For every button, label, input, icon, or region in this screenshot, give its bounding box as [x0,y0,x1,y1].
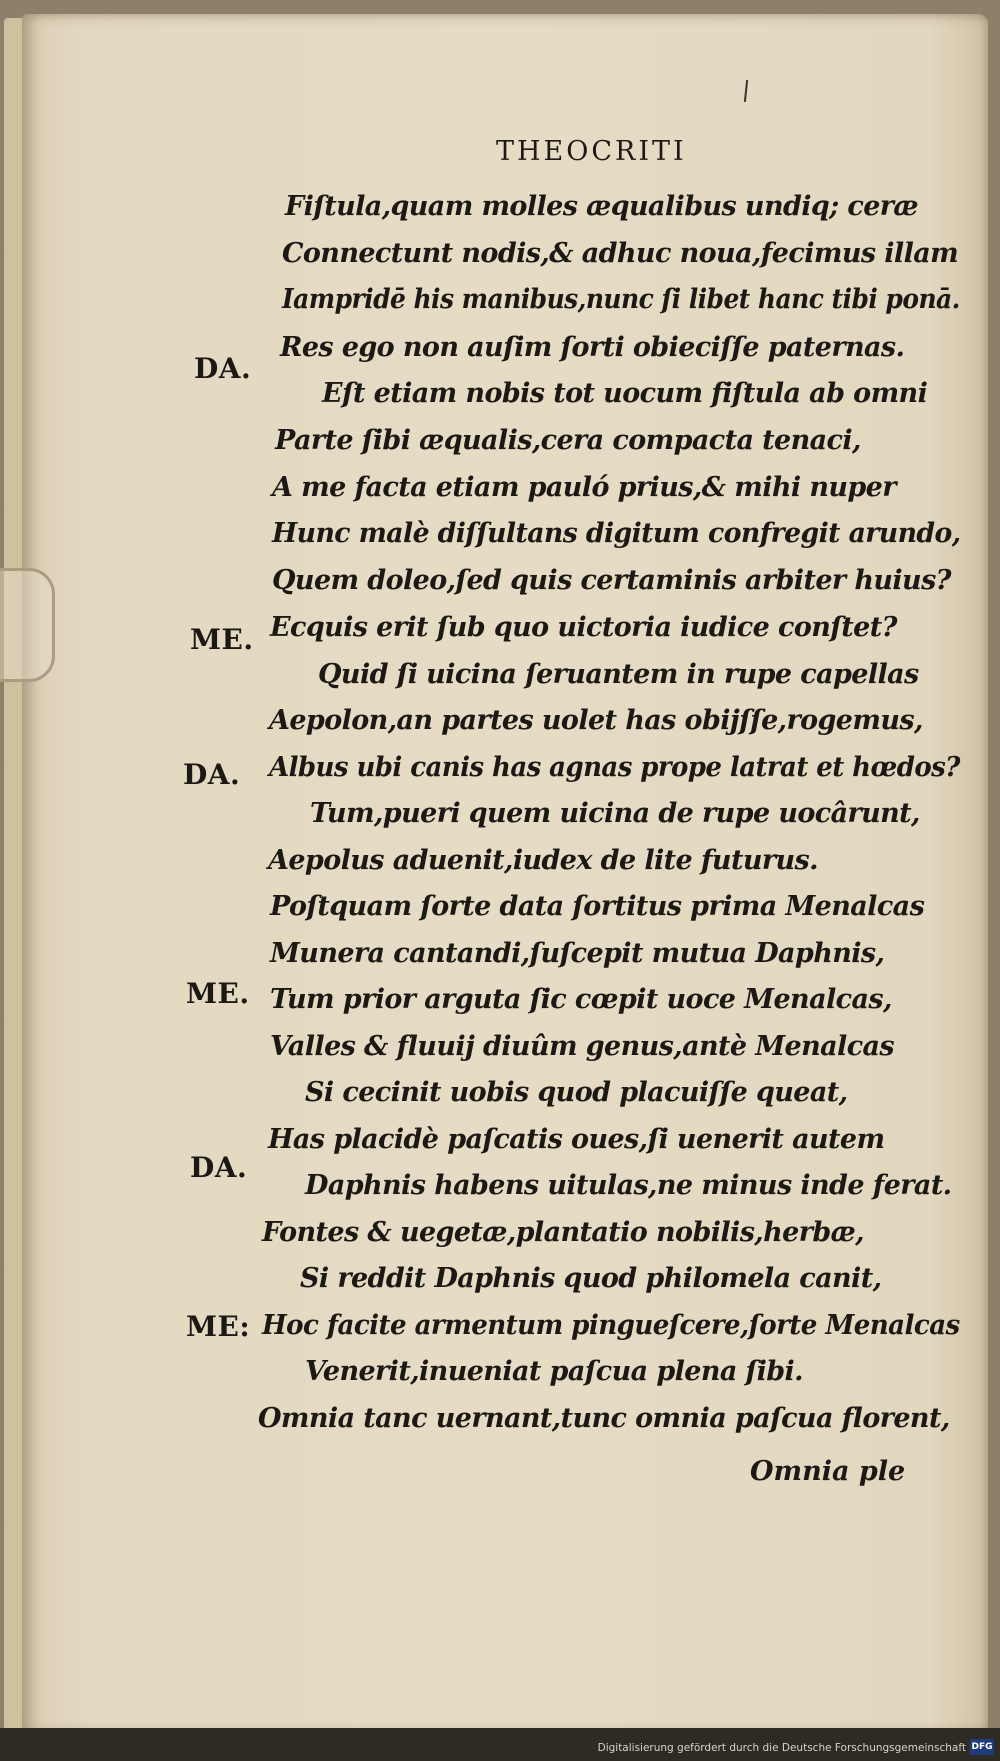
verse-line: Connectunt nodis,& adhuc noua,fecimus illam [282,238,959,269]
verse-line: Iampridē his manibus,nunc ſi libet hanc tibi ponā. [282,284,960,315]
verse-line: Poſtquam ſorte data ſortitus prima Menalcas [270,891,925,922]
verse-line: Aepolon,an partes uolet has obijſſe,rogemus, [269,705,923,736]
speaker-label: ME. [186,977,250,1010]
verse-line: Daphnis habens uitulas,ne minus inde ferat. [305,1170,952,1201]
catchword: Omnia ple [750,1456,906,1487]
verse-line: Parte ſibi æqualis,cera compacta tenaci, [275,425,861,456]
verse-line: Hoc facite armentum pingueſcere,ſorte Menalcas [262,1310,960,1341]
verse-line: Hunc malè diſſultans digitum confregit arundo, [272,518,961,549]
verse-line: Aepolus aduenit,iudex de lite futurus. [268,845,818,876]
verse-line: A me facta etiam pauló prius,& mihi nuper [272,472,896,503]
verse-line: Quid ſi uicina ſeruantem in rupe capellas [318,659,919,690]
verse-line: Tum,pueri quem uicina de rupe uocârunt, [310,798,920,829]
verse-line: Fontes & uegetæ,plantatio nobilis,herbæ, [262,1217,864,1248]
speaker-label: ME. [190,623,254,656]
verse-line: Eſt etiam nobis tot uocum fiſtula ab omni [322,378,928,409]
verse-line: Albus ubi canis has agnas prope latrat et hœdos? [269,752,960,783]
verse-line: Ecquis erit ſub quo uictoria iudice conſtet? [270,612,897,643]
speaker-label: DA. [194,352,252,385]
verse-line: Si reddit Daphnis quod philomela canit, [300,1263,882,1294]
dfg-logo-icon: DFG [970,1739,994,1755]
verse-line: Munera cantandi,ſuſcepit mutua Daphnis, [270,938,885,969]
speaker-label: DA. [183,758,241,791]
speaker-label: ME: [186,1310,251,1343]
speaker-label: DA. [190,1151,248,1184]
verse-line: Fiſtula,quam molles æqualibus undiq; ceræ [285,191,918,222]
verse-line: Si cecinit uobis quod placuiſſe queat, [305,1077,848,1108]
verse-line: Tum prior arguta ſic cœpit uoce Menalcas, [270,984,892,1015]
verse-line: Res ego non auſim ſorti obieciſſe paternas. [280,332,905,363]
verse-line: Venerit,inueniat paſcua plena ſibi. [305,1356,803,1387]
verse-line: Has placidè paſcatis oues,ſi uenerit autem [268,1124,885,1155]
digitization-credit: Digitalisierung gefördert durch die Deutsche Forschungsgemeinschaft [597,1742,966,1754]
running-head: THEOCRITI [496,136,687,167]
verse-line: Valles & fluuij diuûm genus,antè Menalcas [270,1031,895,1062]
verse-line: Quem doleo,ſed quis certaminis arbiter huius? [272,565,951,596]
verse-line: Omnia tanc uernant,tunc omnia paſcua florent, [258,1403,950,1434]
